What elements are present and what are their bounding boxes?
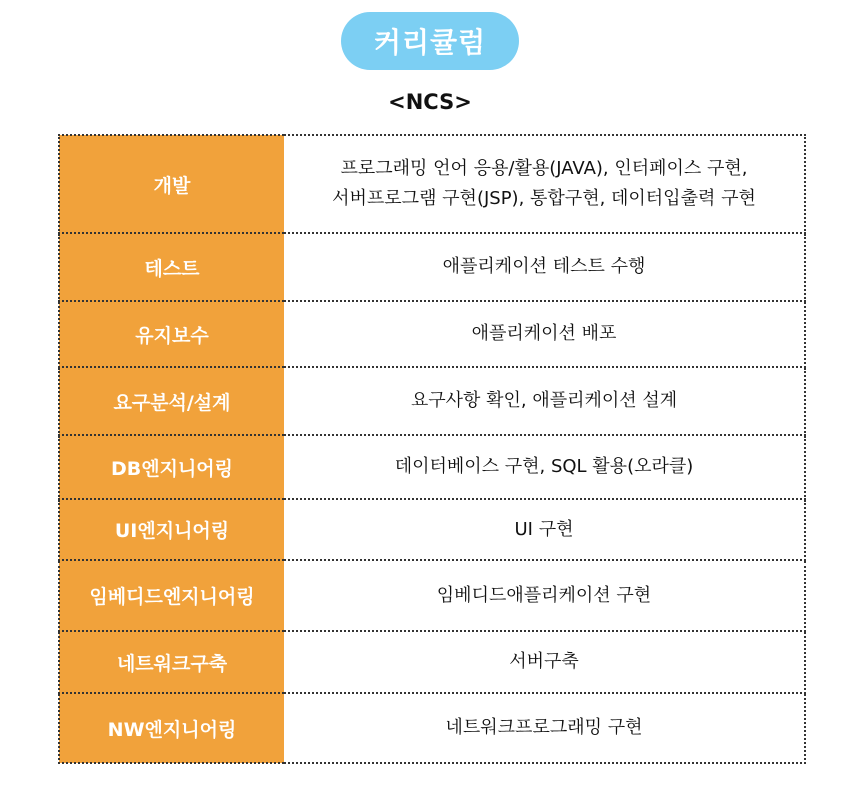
table-row [59, 367, 805, 435]
area-cell: 네트워크구축 [59, 631, 284, 693]
description-cell: 임베디드애플리케이션 구현 [284, 560, 805, 631]
description-line: 서버프로그램 구현(JSP), 통합구현, 데이터입출력 구현 [332, 188, 756, 209]
table-row [59, 631, 805, 693]
table-row [59, 233, 805, 301]
table-row [59, 560, 805, 631]
area-cell: UI엔지니어링 [59, 499, 284, 560]
area-cell: 테스트 [59, 233, 284, 301]
area-cell: 유지보수 [59, 301, 284, 367]
area-cell: 개발 [59, 135, 284, 233]
table-row [59, 301, 805, 367]
description-cell: 애플리케이션 테스트 수행 [284, 233, 805, 301]
area-cell: 요구분석/설계 [59, 367, 284, 435]
area-cell: DB엔지니어링 [59, 435, 284, 499]
description-cell: 데이터베이스 구현, SQL 활용(오라클) [284, 435, 805, 499]
curriculum-table [58, 134, 806, 764]
table-row [59, 693, 805, 763]
table-row [59, 435, 805, 499]
ncs-subtitle: <NCS> [388, 90, 472, 114]
description-line: 프로그래밍 언어 응용/활용(JAVA), 인터페이스 구현, [340, 158, 748, 179]
description-cell: 네트워크프로그래밍 구현 [284, 693, 805, 763]
description-cell: 애플리케이션 배포 [284, 301, 805, 367]
area-cell: NW엔지니어링 [59, 693, 284, 763]
area-cell: 임베디드엔지니어링 [59, 560, 284, 631]
table-row [59, 499, 805, 560]
description-cell: UI 구현 [284, 499, 805, 560]
description-cell [284, 135, 805, 233]
curriculum-title-badge [341, 12, 519, 70]
table-row [59, 135, 805, 233]
description-cell: 서버구축 [284, 631, 805, 693]
description-cell: 요구사항 확인, 애플리케이션 설계 [284, 367, 805, 435]
curriculum-title: 커리큘럼 [373, 26, 487, 59]
